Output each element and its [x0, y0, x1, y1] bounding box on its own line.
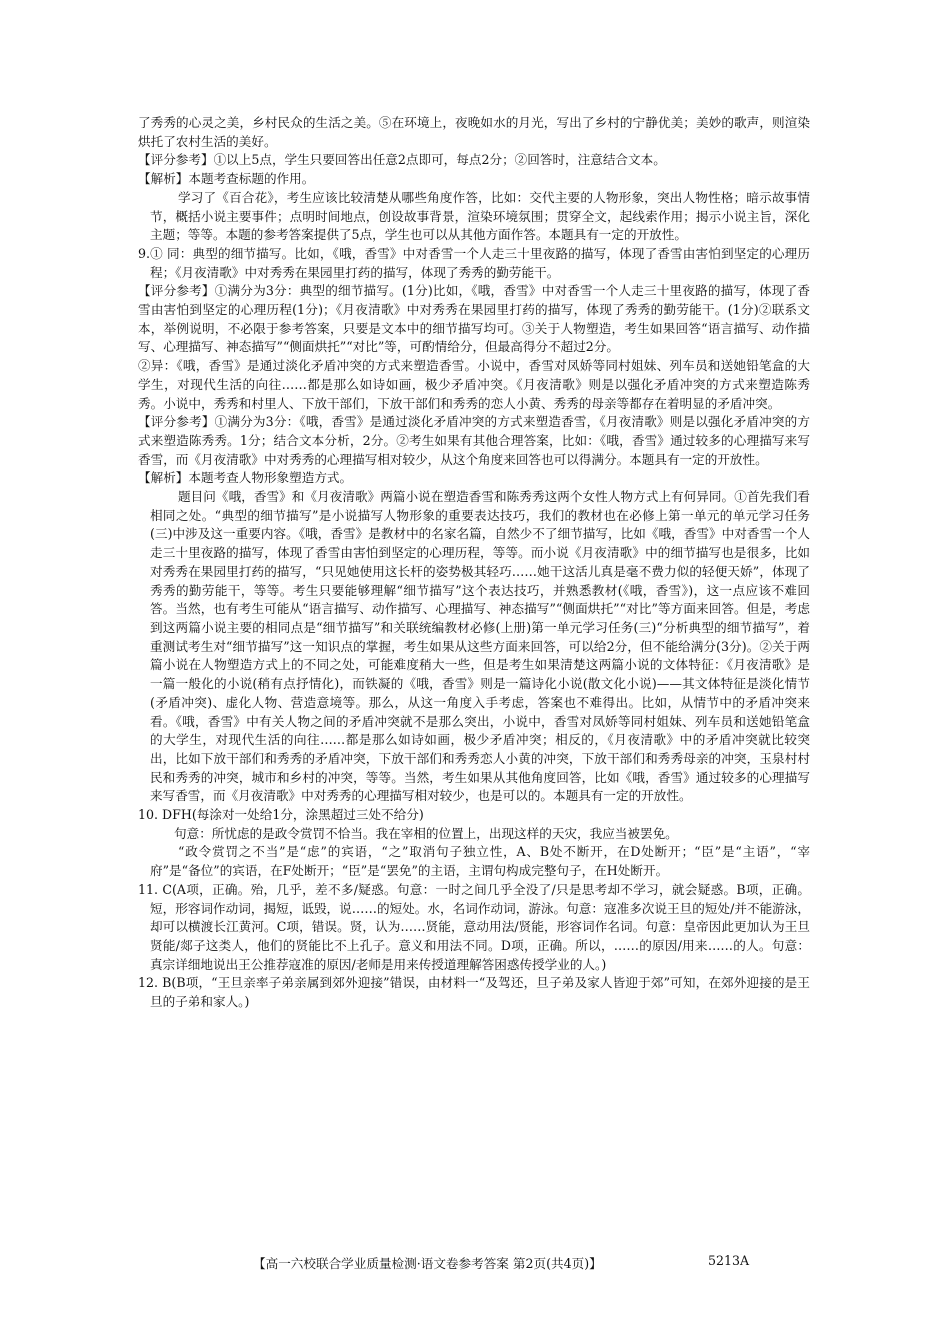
answer-paragraph: 【评分参考】①满分为3分：《哦，香雪》是通过淡化矛盾冲突的方式来塑造香雪，《月夜清歌》则是以强化矛盾冲突的方式来塑造陈秀秀。1分；结合文本分析，2分。②考生如果有其他合理答案，比如：《哦，香雪》通过较多的心理描写来写香雪，而《月夜清歌》中对秀秀的心理描写相对较少，从这个角度来回答也可以得满分。本题具有一定的开放性。: [138, 414, 810, 467]
answer-paragraph: ②异：《哦，香雪》是通过淡化矛盾冲突的方式来塑造香雪。小说中，香雪对凤娇等同村姐妹、列车员和送她铅笔盒的大学生，对现代生活的向往……都是那么如诗如画，极少矛盾冲突。《月夜清歌》则是以强化矛盾冲突的方式来塑造陈秀秀。小说中，秀秀和村里人、下放干部们，下放干部们和秀秀的恋人小黄、秀秀的母亲等都存在着明显的矛盾冲突。: [138, 358, 810, 411]
answer-paragraph: 【评分参考】①以上5点，学生只要回答出任意2点即可，每点2分；②回答时，注意结合文本。: [138, 152, 666, 168]
answer-paragraph: 10. DFH(每涂对一处给1分，涂黑超过三处不给分): [138, 807, 424, 823]
footer-code: 5213A: [708, 1253, 750, 1268]
answer-paragraph: 9.① 同：典型的细节描写。比如，《哦，香雪》中对香雪一个人走三十里夜路的描写，体现了香雪由害怕到坚定的心理历程；《月夜清歌》中对秀秀在果园里打药的描写，体现了秀秀的勤劳能干。: [138, 245, 810, 280]
answer-paragraph: 句意：所忧虑的是政令赏罚不恰当。我在宰相的位置上，出现这样的天灾，我应当被罢免。: [174, 825, 678, 841]
answer-paragraph: “政令赏罚之不当”是“虑”的宾语，“之”取消句子独立性，A、B处不断开，在D处断开；“臣”是“主语”，“宰府”是“备位”的宾语，在F处断开；“臣”是“罢免”的主语，主谓句构成完整句子，在H处断开。: [150, 844, 810, 879]
answer-paragraph: 12. B(B项，“王旦亲率子弟亲属到郊外迎接”错误，由材料一“及驾还，旦子弟及家人皆迎于郊”可知，在郊外迎接的是王旦的子弟和家人。): [138, 975, 810, 1010]
answer-paragraph: 【评分参考】①满分为3分：典型的细节描写。(1分)比如，《哦，香雪》中对香雪一个人走三十里夜路的描写，体现了香雪由害怕到坚定的心理历程(1分)；《月夜清歌》中对秀秀在果园里打药的描写，体现了秀秀的勤劳能干。(1分)②联系文本，举例说明，不必限于参考答案，只要是文本中的细节描写均可。③关于人物塑造，考生如果回答“语言描写、动作描写、心理描写、神态描写”“侧面烘托”“对比”等，可酌情给分，但最高得分不超过2分。: [138, 283, 810, 355]
answer-paragraph: 了秀秀的心灵之美，乡村民众的生活之美。⑤在环境上，夜晚如水的月光，写出了乡村的宁静优美；美妙的歌声，则渲染烘托了农村生活的美好。: [138, 115, 810, 149]
answer-paragraph: 11. C(A项，正确。殆，几乎，差不多/疑惑。句意：一时之间几乎全没了/只是思考却不学习，就会疑惑。B项，正确。短，形容词作动词，揭短，诋毁，说……的短处。水，名词作动词，游泳。句意：寇准多次说王旦的短处/并不能游泳，却可以横渡长江黄河。C项，错误。贤，认为……贤能，意动用法/贤能，形容词作名词。句意：皇帝因此更加认为王旦贤能/郯子这类人，他们的贤能比不上孔子。意义和用法不同。D项，正确。所以，……的原因/用来……的人。句意：真宗详细地说出王公推荐寇准的原因/老师是用来传授道理解答困惑传授学业的人。): [138, 881, 810, 972]
answer-paragraph: 【解析】本题考查人物形象塑造方式。: [138, 470, 353, 486]
answer-paragraph: 【解析】本题考查标题的作用。: [138, 171, 315, 187]
answer-body: [138, 114, 810, 1012]
answer-paragraph: 学习了《百合花》，考生应该比较清楚从哪些角度作答，比如：交代主要的人物形象，突出人物性格；暗示故事情节，概括小说主要事件；点明时间地点，创设故事背景，渲染环境氛围；贯穿全文，起线索作用；揭示小说主旨，深化主题；等等。本题的参考答案提供了5点，学生也可以从其他方面作答。本题具有一定的开放性。: [150, 189, 810, 243]
answer-paragraph: 题目问《哦，香雪》和《月夜清歌》两篇小说在塑造香雪和陈秀秀这两个女性人物方式上有何异同。①首先我们看相同之处。“典型的细节描写”是小说描写人物形象的重要表达技巧，我们的教材也在必修上第一单元的单元学习任务(三)中涉及这一重要内容。《哦，香雪》是教材中的名家名篇，自然少不了细节描写，比如《哦，香雪》中对香雪一个人走三十里夜路的描写，体现了香雪由害怕到坚定的心理历程，等等。而小说《月夜清歌》中的细节描写也是很多，比如对秀秀在果园里打药的描写，“只见她使用这长杆的姿势极其轻巧……她干这活儿真是毫不费力似的轻便天娇”，体现了秀秀的勤劳能干，等等。考生只要能够理解“细节描写”这个表达技巧，并熟悉教材(《哦，香雪》)，这一点应该不难回答。当然，也有考生可能从“语言描写、动作描写、心理描写、神态描写”“侧面烘托”“对比”等方面来回答。但是，考虑到这两篇小说主要的相同点是“细节描写”和关联统编教材必修(上册)第一单元学习任务(三)“分析典型的细节描写”，着重测试考生对“细节描写”这一知识点的掌握，考生如果从这些方面来回答，可以给2分，但不能给满分(3分)。②关于两篇小说在人物塑造方式上的不同之处，可能难度稍大一些，但是考生如果清楚这两篇小说的文体特征：《月夜清歌》是一篇一般化的小说(稍有点抒情化)，而铁凝的《哦，香雪》则是一篇诗化小说(散文化小说)——其文体特征是淡化情节(矛盾冲突)、虚化人物、营造意境等。那么，从这一角度入手考虑，答案也不难得出。比如，从情节中的矛盾冲突来看。《哦，香雪》中有关人物之间的矛盾冲突就不是那么突出，小说中，香雪对凤娇等同村姐妹、列车员和送她铅笔盒的大学生，对现代生活的向往……都是那么如诗如画，极少矛盾冲突；相反的，《月夜清歌》中的矛盾冲突就比较突出，比如下放干部们和秀秀的矛盾冲突，下放干部们和秀秀恋人小黄的冲突，下放干部们和秀秀母亲的冲突，玉泉村村民和秀秀的冲突，城市和乡村的冲突，等等。当然，考生如果从其他角度回答，比如《哦，香雪》通过较多的心理描写来写香雪，而《月夜清歌》中对秀秀的心理描写相对较少，也是可以的。本题具有一定的开放性。: [150, 489, 810, 804]
footer-title: 【高一六校联合学业质量检测·语文卷参考答案 第2页(共4页)】: [253, 1256, 602, 1271]
